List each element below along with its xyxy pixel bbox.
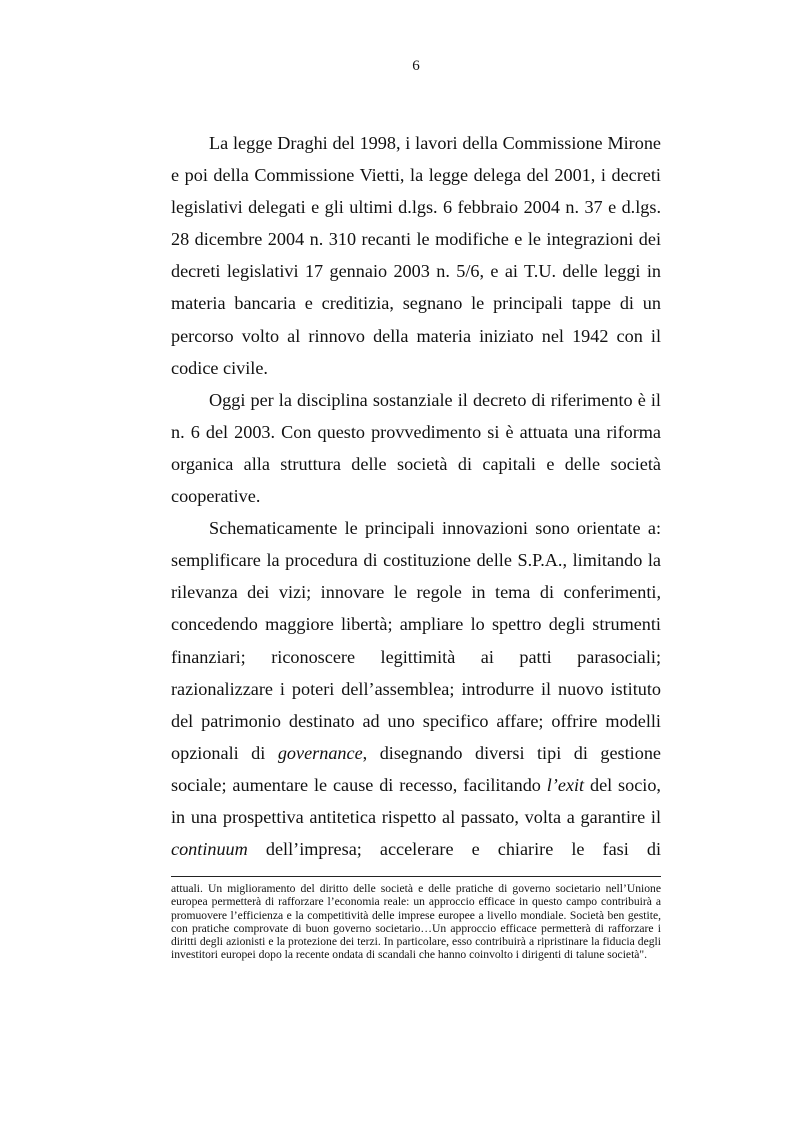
paragraph-3-text-b: , disegnando diversi tipi di gestione sociale; aumentare le cause di recesso, facilitando [171,742,661,795]
italic-term-governance: governance [277,742,363,763]
italic-term-continuum: continuum [171,839,248,860]
paragraph-2: Oggi per la disciplina sostanziale il decreto di riferimento è il n. 6 del 2003. Con questo provvedimento si è attuata una riforma organica alla struttura delle società di capitali e delle società cooperative. [171,389,661,507]
paragraph-3-text-c: del socio, in una prospettiva antitetica rispetto al passato, volta a garantire il [171,774,661,827]
paragraph-3-text-a: Schematicamente le principali innovazioni sono orientate a: semplificare la procedura di costituzione delle S.P.A., limitando la rilevanza dei vizi; innovare le regole in tema di conferimenti, concedendo maggiore libertà; ampliare lo spettro degli strumenti finanziari; riconoscere legittimità ai patti parasociali; razionalizzare i poteri dell’assemblea; introdurre il nuovo istituto del patrimonio destinato ad uno specifico affare; offrire modelli opzionali di [171,518,661,763]
paragraph-3 [171,512,661,865]
footnote-divider [171,876,661,877]
footnote-text: attuali. Un miglioramento del diritto delle società e delle pratiche di governo societario nell’Unione europea permetterà di rafforzare l’economia reale: un approccio efficace in questo campo contribuirà a promuovere l’efficienza e la competitività delle imprese europee a livello mondiale. Società ben gestite, con pratiche comprovate di buon governo societario…Un approccio efficace permetterà di rafforzare i diritti degli azionisti e la protezione dei terzi. In particolare, esso contribuirà a ripristinare la fiducia degli investitori europei dopo la recente ondata di scandali che hanno coinvolto i dirigenti di talune società". [171,882,661,962]
paragraph-3-text-d: dell’impresa; accelerare e chiarire le fasi di [247,839,661,860]
paragraph-1: La legge Draghi del 1998, i lavori della Commissione Mirone e poi della Commissione Vietti, la legge delega del 2001, i decreti legislativi delegati e gli ultimi d.lgs. 6 febbraio 2004 n. 37 e d.lgs. 28 dicembre 2004 n. 310 recanti le modifiche e le integrazioni dei decreti legislativi 17 gennaio 2003 n. 5/6, e ai T.U. delle leggi in materia bancaria e creditizia, segnano le principali tappe di un percorso volto al rinnovo della materia iniziato nel 1942 con il codice civile. [171,133,661,378]
italic-term-exit: l’exit [546,774,585,795]
body-text [171,127,661,865]
page-number: 6 [412,58,420,74]
